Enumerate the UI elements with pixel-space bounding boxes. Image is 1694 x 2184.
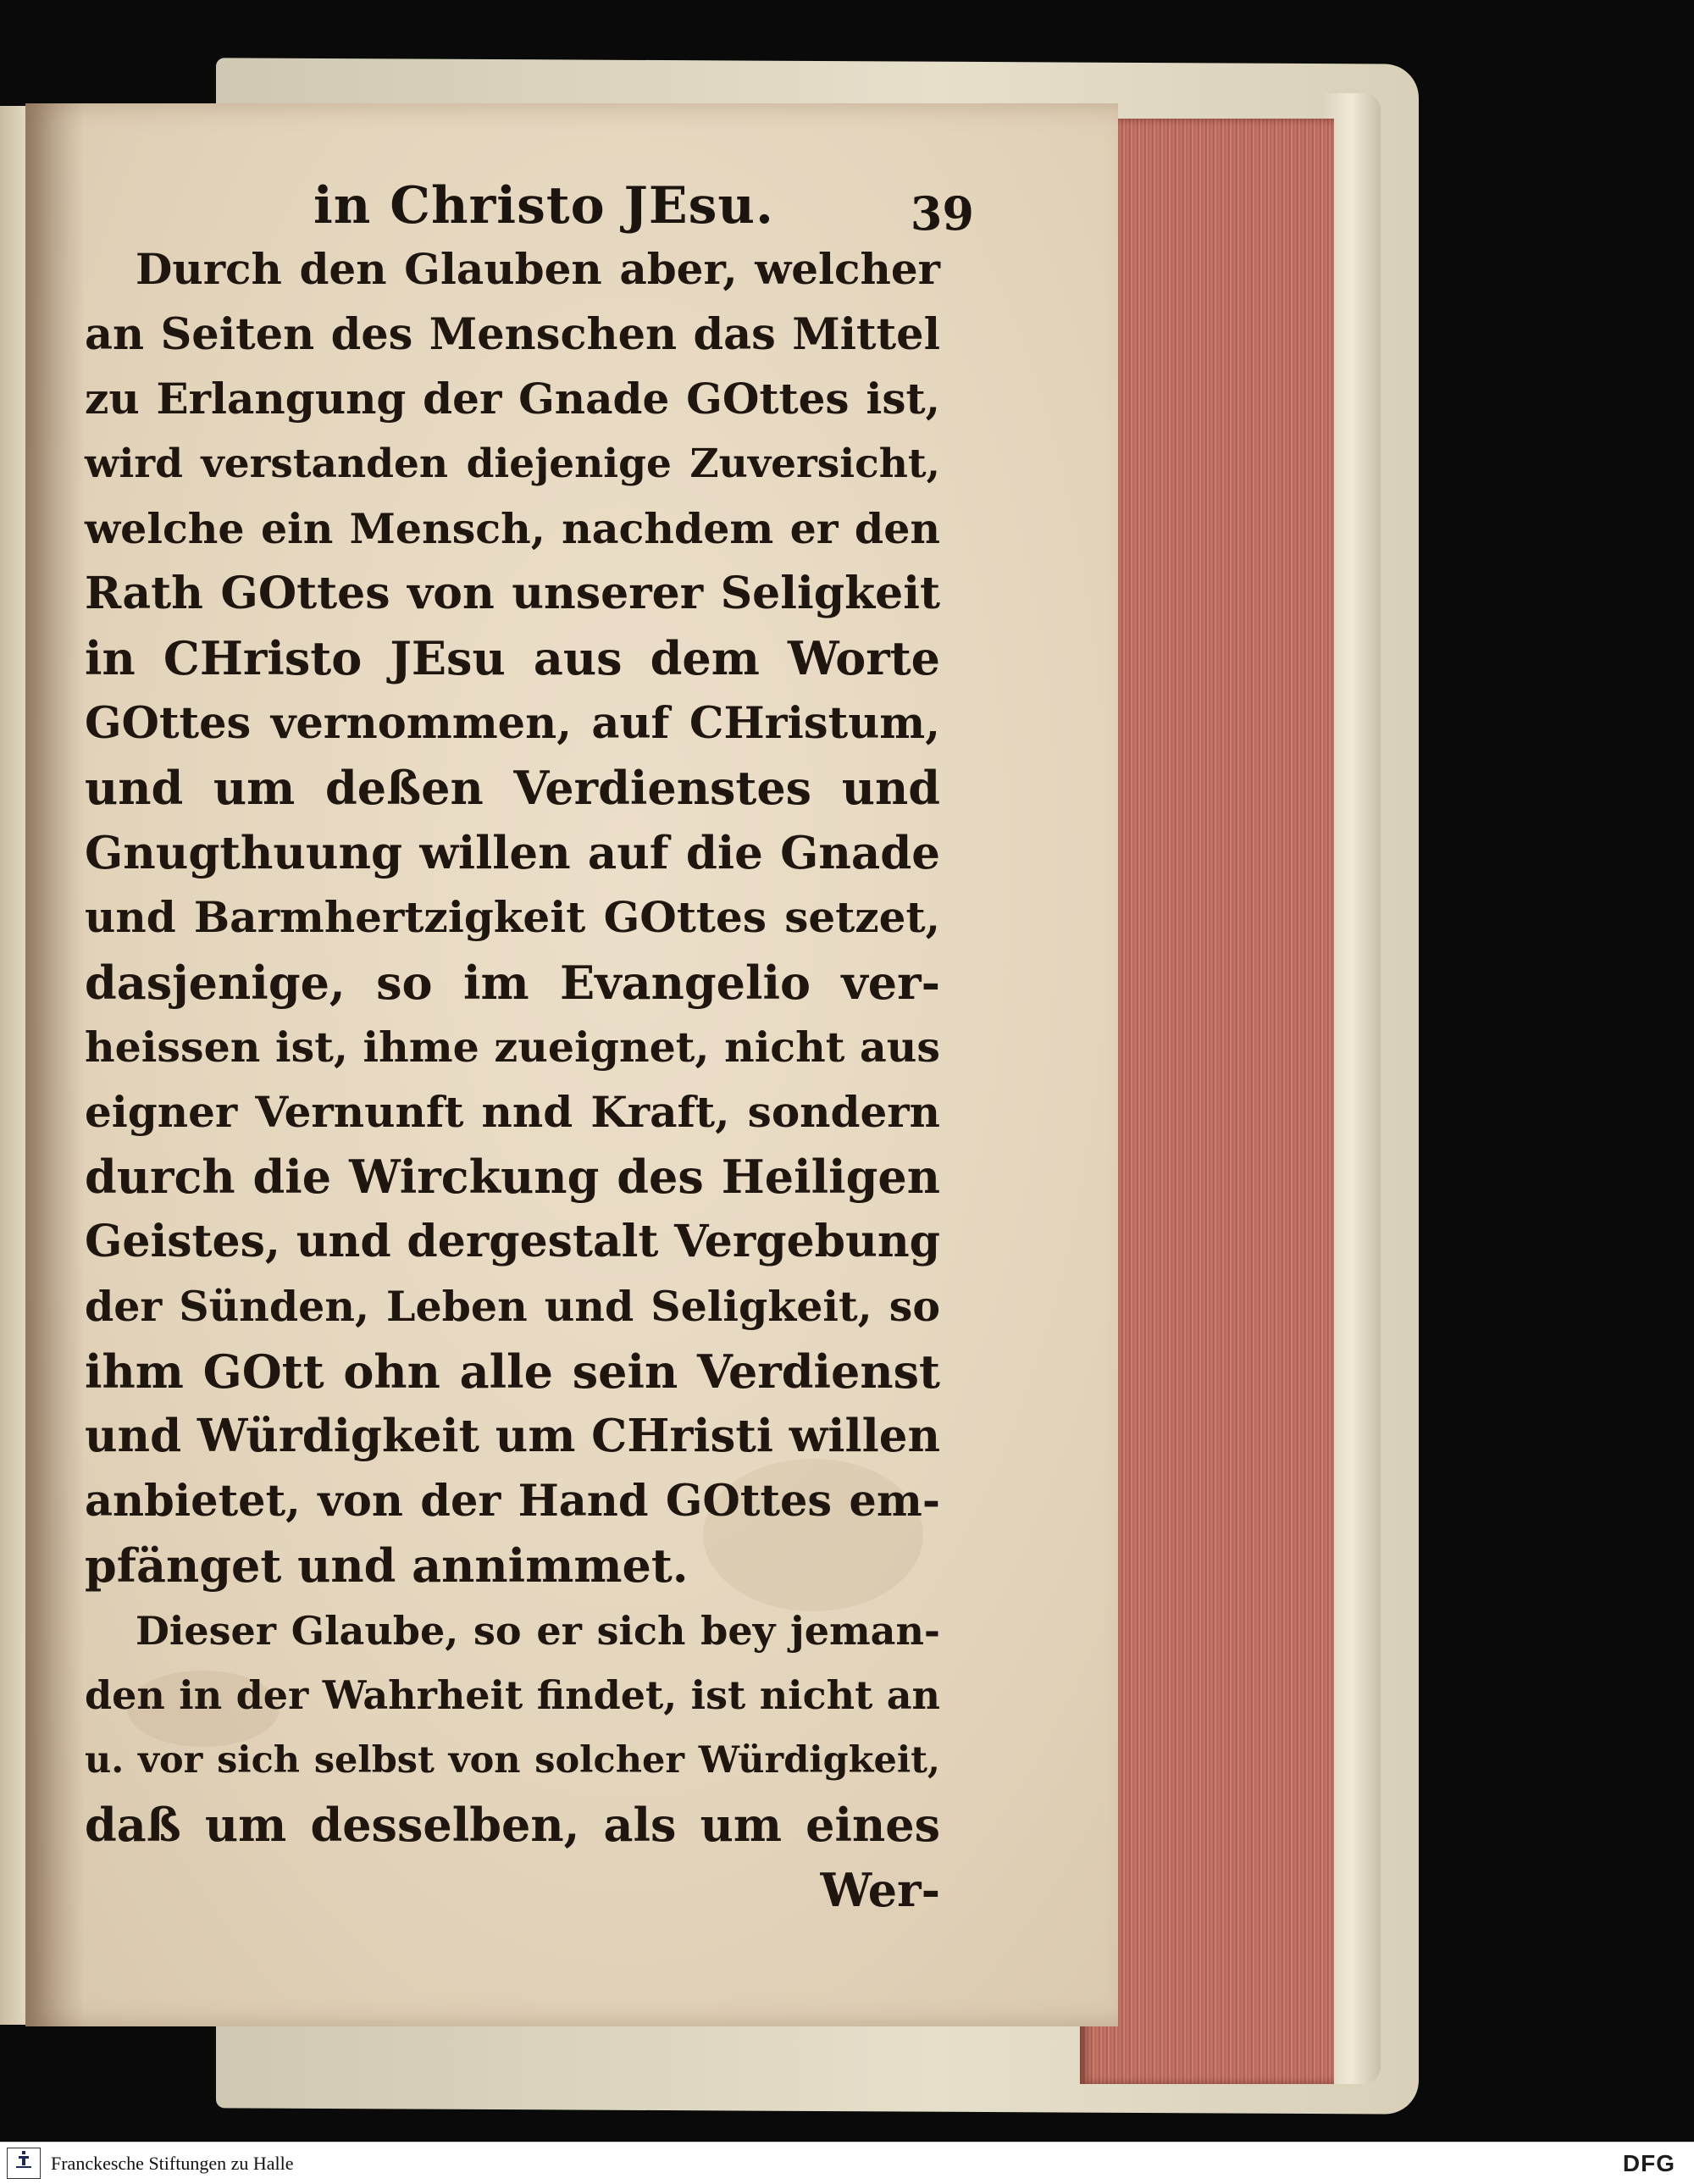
text-line: der Sünden, Leben und Seligkeit, so	[85, 1282, 940, 1331]
page-header	[313, 169, 974, 246]
body-text	[85, 237, 940, 1922]
text-line: und um deßen Verdienstes und	[85, 761, 940, 815]
text-line: anbietet, von der Hand GOttes em-	[85, 1475, 940, 1527]
text-line: ihm GOtt ohn alle sein Verdienst	[85, 1344, 940, 1399]
gutter-shadow	[25, 103, 85, 2026]
text-line: Durch den Glauben aber, welcher	[136, 244, 940, 294]
text-line: eigner Vernunft nnd Kraft, sondern	[85, 1086, 940, 1137]
text-line: dasjenige, so im Evangelio ver-	[85, 955, 940, 1010]
text-line: Gnugthuung willen auf die Gnade	[85, 826, 940, 879]
text-line: welche ein Mensch, nachdem er den	[85, 504, 940, 553]
text-line: Dieser Glaube, so er sich bey jeman-	[136, 1607, 940, 1654]
text-line: wird verstanden diejenige Zuversicht,	[85, 440, 940, 487]
institution-name: Franckesche Stiftungen zu Halle	[51, 2153, 294, 2174]
page-number: 39	[910, 186, 974, 241]
text-line: in CHristo JEsu aus dem Worte	[85, 631, 940, 685]
red-page-edges	[1080, 119, 1334, 2084]
franckesche-stiftungen-logo-icon	[7, 2148, 41, 2179]
text-line: und Würdigkeit um CHristi willen	[85, 1410, 940, 1462]
catchword: Wer-	[820, 1862, 940, 1917]
text-line: an Seiten des Menschen das Mittel	[85, 308, 940, 360]
text-line: Geistes, und dergestalt Vergebung	[85, 1215, 940, 1267]
text-line: u. vor sich selbst von solcher Würdigkeit,	[85, 1738, 940, 1782]
text-line: pfänget und annimmet.	[85, 1538, 689, 1593]
text-line: daß um desselben, als um eines	[85, 1798, 940, 1852]
text-line: heissen ist, ihme zueignet, nicht aus	[85, 1023, 940, 1072]
running-head: in Christo JEsu.	[313, 176, 774, 236]
dfg-logo: DFG	[1622, 2150, 1675, 2176]
viewer-footer	[0, 2142, 1694, 2184]
text-line: durch die Wirckung des Heiligen	[85, 1150, 940, 1204]
text-line: den in der Wahrheit findet, ist nicht an	[85, 1672, 940, 1718]
catchword-line	[85, 1858, 940, 1923]
text-line: zu Erlangung der Gnade GOttes ist,	[85, 374, 940, 424]
text-line: Rath GOttes von unserer Seligkeit	[85, 567, 940, 619]
text-line: und Barmhertzigkeit GOttes setzet,	[85, 892, 940, 942]
text-line: GOttes vernommen, auf CHristum,	[85, 697, 940, 749]
